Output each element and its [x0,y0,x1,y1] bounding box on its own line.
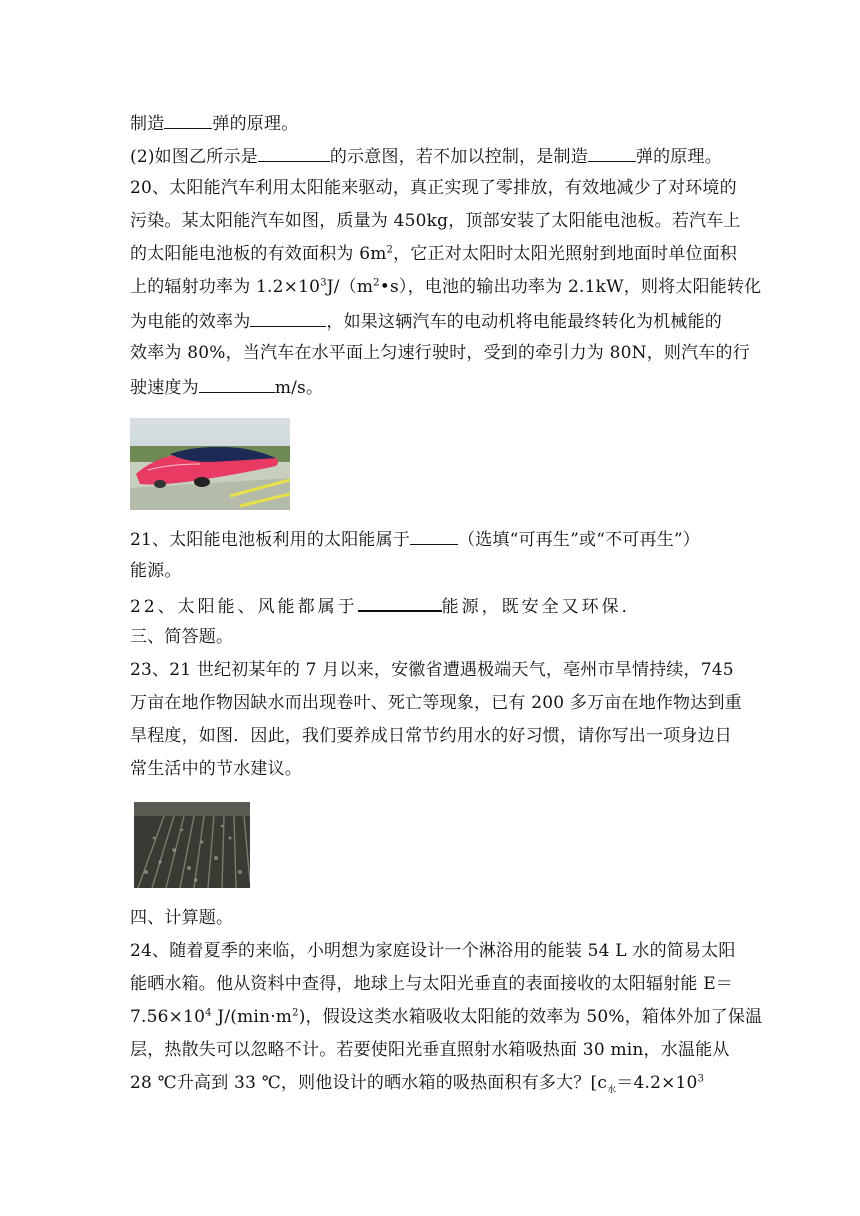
q20-line-3 [130,242,738,266]
q24-line-1: 24、随着夏季的来临，小明想为家庭设计一个淋浴用的能装 54 L 水的简易太阳 [130,941,736,961]
text: 28 ℃升高到 33 ℃，则他设计的晒水箱的吸热面积有多大？[c [130,1073,608,1093]
drought-field-icon [134,802,250,888]
q20-line-6: 效率为 80%，当汽车在水平面上匀速行驶时，受到的牵引力为 80N，则汽车的行 [130,343,750,363]
section-heading-3: 三、简答题。 [130,627,234,647]
q24-line-2: 能晒水箱。他从资料中查得，地球上与太阳光垂直的表面接收的太阳辐射能 E＝ [130,974,734,994]
text: 弹的原理。 [635,147,722,167]
text: 能源，既安全又环保． [441,597,642,617]
text: 上的辐射功率为 1.2×10 [130,277,321,297]
text: 的太阳能电池板的有效面积为 6m [130,244,387,264]
text: m/s。 [274,378,324,398]
superscript: 2 [386,244,394,256]
text: 弹的原理。 [212,114,299,134]
superscript: 2 [292,1007,299,1019]
q20-line-7 [130,374,730,400]
q20-line-2: 污染。某太阳能汽车如图，质量为 450kg，顶部安装了太阳能电池板。若汽车上 [130,211,741,231]
text: 的示意图，若不加以控制，是制造 [329,147,588,167]
text: J/（m [326,277,374,297]
q19-line-1 [130,110,730,136]
answer-blank[interactable] [410,526,458,545]
q23-line-2: 万亩在地作物因缺水而出现卷叶、死亡等现象，已有 200 多万亩在地作物达到重 [130,693,742,713]
text: 7.56×10 [130,1007,206,1027]
text: )，假设这类水箱吸收太阳能的效率为 50%，箱体外加了保温 [298,1007,763,1027]
section-heading-4: 四、计算题。 [130,908,234,928]
superscript: 4 [205,1007,212,1019]
q23-line-3: 旱程度，如图．因此，我们要养成日常节约用水的好习惯，请你写出一项身边日 [130,726,732,746]
q23-line-4: 常生活中的节水建议。 [130,759,302,779]
q19-line-2 [130,143,730,169]
drought-field-photo [134,802,250,888]
text: 制造 [130,114,165,134]
subscript: 水 [607,1085,617,1096]
q22-line-1 [130,592,730,619]
answer-blank[interactable] [199,374,275,393]
text: 为电能的效率为 [130,312,251,332]
text: （选填“可再生”或“不可再生”） [458,530,700,550]
solar-car-icon [130,418,290,510]
q20-line-4 [130,275,762,299]
q23-line-1: 23、21 世纪初某年的 7 月以来，安徽省遭遇极端天气，亳州市旱情持续，745 [130,660,734,680]
q24-line-4: 层，热散失可以忽略不计。若要使阳光垂直照射水箱吸热面 30 min，水温能从 [130,1040,730,1060]
answer-blank[interactable] [250,308,326,327]
text: 驶速度为 [130,378,199,398]
text: ＝4.2×10 [616,1073,698,1093]
text: •s），电池的输出功率为 2.1kW，则将太阳能转化 [379,277,762,297]
answer-blank[interactable] [588,143,636,162]
answer-blank[interactable] [164,110,212,129]
q21-line-2: 能源。 [130,561,182,581]
q20-line-5 [130,308,730,334]
text: J/(min·m [211,1007,293,1027]
superscript: 3 [320,277,327,289]
answer-blank[interactable] [358,592,442,612]
answer-blank[interactable] [258,143,330,162]
q24-line-3 [130,1005,763,1029]
q20-line-1: 20、太阳能汽车利用太阳能来驱动，真正实现了零排放，有效地减少了对环境的 [130,178,737,198]
text: ，它正对太阳时太阳光照射到地面时单位面积 [393,244,738,264]
superscript: 2 [373,277,380,289]
q21-line-1 [130,526,730,552]
solar-car-photo [130,418,290,510]
q24-line-5 [130,1071,730,1095]
text: (2)如图乙所示是 [130,147,258,167]
text: 22、太阳能、风能都属于 [130,597,358,617]
superscript: 3 [697,1073,705,1085]
text: ，如果这辆汽车的电动机将电能最终转化为机械能的 [326,312,723,332]
text: 21、太阳能电池板利用的太阳能属于 [130,530,411,550]
